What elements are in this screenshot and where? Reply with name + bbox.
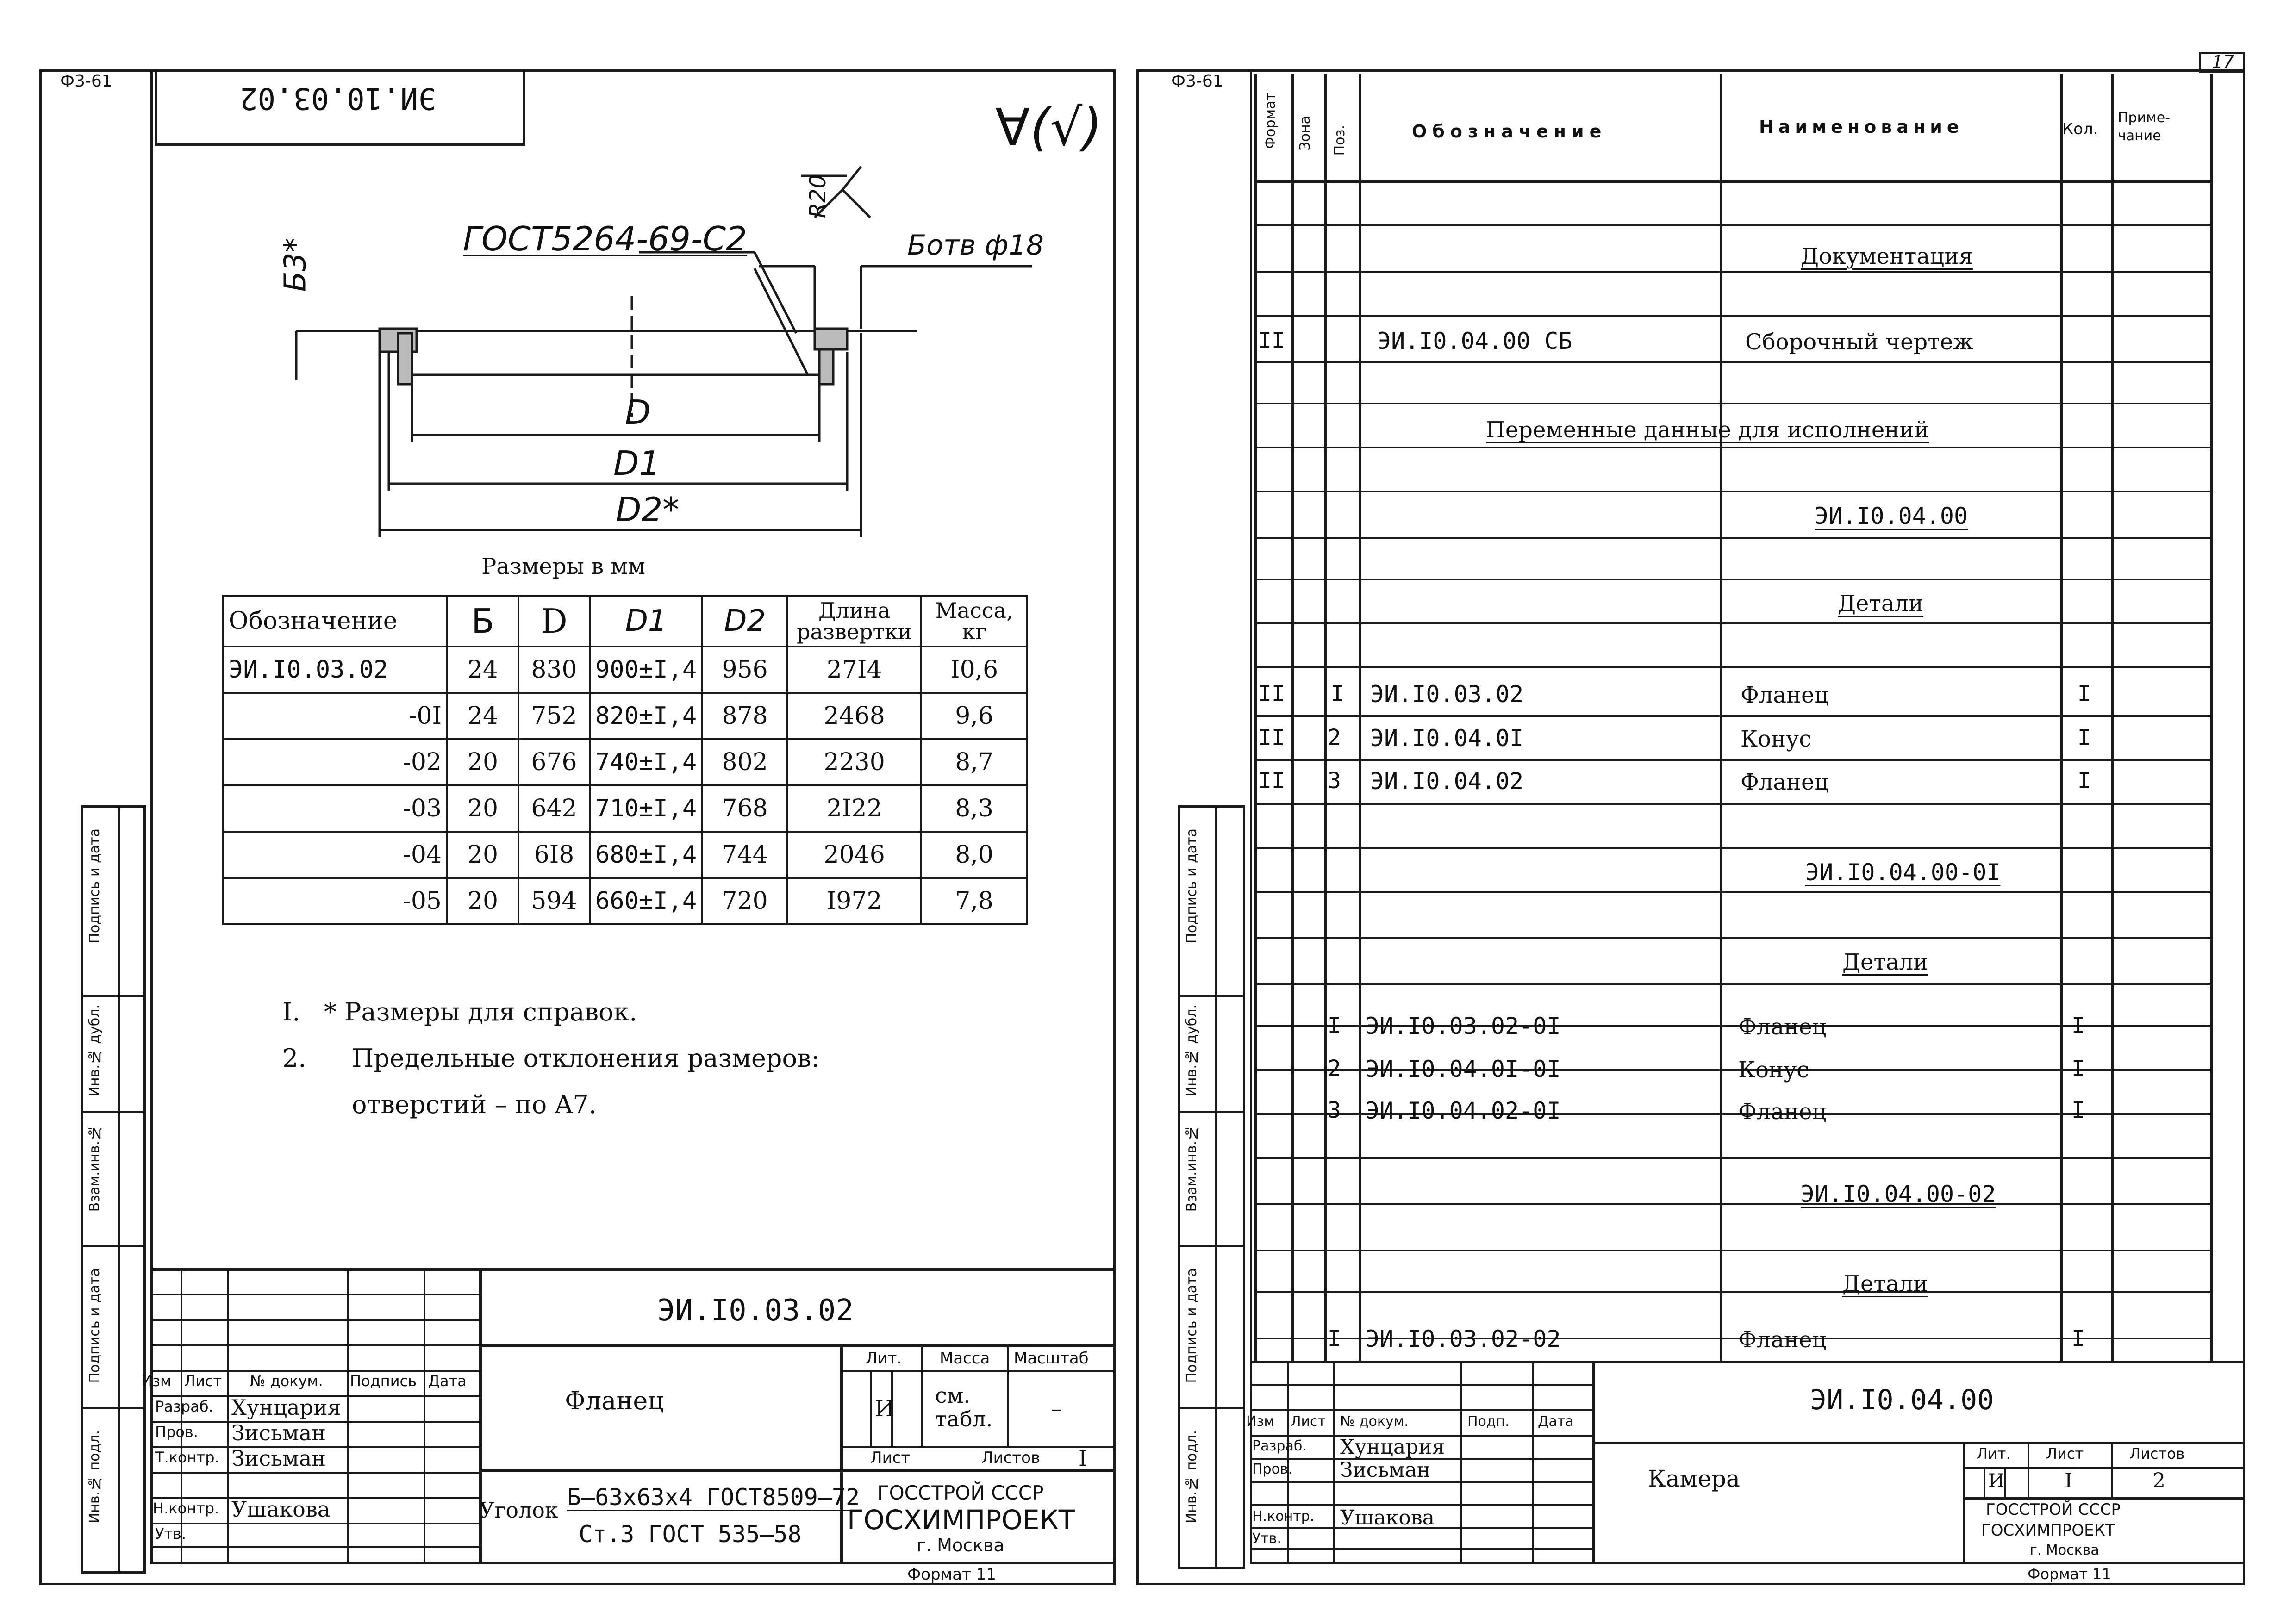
tb-line — [150, 1472, 479, 1474]
tb2-org-1: ГОССТРОЙ СССР — [1986, 1500, 2121, 1519]
name2-checker: Зисьман — [1340, 1458, 1431, 1482]
tb-line — [181, 1268, 182, 1564]
role-norm-control: Н.контр. — [153, 1500, 219, 1517]
cell-mass: 7,8 — [921, 878, 1027, 924]
stamp-dup-inv-r: Инв.№ дубл. — [1184, 1004, 1200, 1097]
tb-line — [150, 1370, 479, 1372]
tb-line — [1250, 1409, 1592, 1411]
tb-lit: И — [875, 1396, 894, 1422]
stamp-line — [1178, 1245, 1245, 1247]
spec-name: Конус — [1738, 1057, 1809, 1083]
cell-mass: 8,7 — [921, 739, 1027, 785]
spec-col-line — [1254, 74, 1257, 1363]
stamp-orig-inv: Инв.№ подл. — [87, 1430, 103, 1524]
tb-line — [1984, 1467, 1985, 1497]
cell-b: 20 — [447, 832, 518, 878]
cell-d: 6I8 — [518, 832, 590, 878]
tb2-lit: И — [1988, 1470, 2004, 1492]
cell-b: 20 — [447, 878, 518, 924]
spec-pos: I — [1328, 1013, 1341, 1039]
tb-line — [150, 1268, 1116, 1271]
spec-name: Фланец — [1738, 1014, 1827, 1040]
stamp-dup-inv: Инв.№ дубл. — [87, 1004, 103, 1097]
spec-head-zone: Зона — [1297, 116, 1313, 151]
label-b3: Б3* — [278, 237, 313, 292]
tb-line — [150, 1294, 479, 1295]
tb-scale-head: Масштаб — [1014, 1349, 1089, 1368]
spec-pos: 3 — [1328, 1097, 1341, 1123]
role2-approver: Утв. — [1252, 1531, 1281, 1547]
tb-line — [1592, 1442, 2245, 1444]
dims-caption: Размеры в мм — [481, 554, 645, 579]
spec-qty: I — [2078, 768, 2091, 794]
spec-heading-variable-data: Переменные данные для исполнений — [1486, 417, 1929, 443]
cell-d2: 768 — [702, 785, 787, 832]
tb-lit-head: Лит. — [866, 1349, 902, 1368]
cell-mass: I0,6 — [921, 647, 1027, 693]
cell-d2: 720 — [702, 878, 787, 924]
tb-sheets-label: Листов — [981, 1449, 1041, 1467]
spec-row-line — [1254, 622, 2210, 624]
spec-head-pos: Поз. — [1332, 125, 1348, 156]
spec-row-line — [1254, 937, 2210, 939]
tb-line — [150, 1523, 479, 1524]
cell-d2: 802 — [702, 739, 787, 785]
th-mass: Масса, кг — [921, 596, 1027, 647]
cell-d: 642 — [518, 785, 590, 832]
stamp-line — [1178, 1407, 1245, 1409]
tb-code: ЭИ.I0.03.02 — [657, 1294, 854, 1328]
spec-designation: ЭИ.I0.04.0I — [1370, 725, 1524, 752]
tb2-lit-head: Лит. — [1977, 1445, 2011, 1462]
spec-row-line — [1254, 315, 2210, 317]
stamp-sign-date-bottom: Подпись и дата — [87, 1268, 103, 1383]
stamp-orig-inv-r: Инв.№ подл. — [1184, 1430, 1200, 1524]
tb-line — [1250, 1384, 1592, 1386]
tb-mass-head: Масса — [940, 1349, 990, 1368]
tb2-name: Камера — [1648, 1465, 1740, 1492]
note-2: Предельные отклонения размеров: — [352, 1044, 820, 1073]
spec-col-line — [1292, 74, 1294, 1363]
spec-pos: 2 — [1328, 725, 1341, 751]
cell-length: 2230 — [787, 739, 921, 785]
cell-designation: -04 — [223, 832, 447, 878]
label-d2: D2* — [616, 490, 680, 529]
tb-format: Формат 11 — [907, 1565, 997, 1584]
stamp-sign-date-top: Подпись и дата — [87, 828, 103, 944]
tb2-head-date: Дата — [1538, 1413, 1574, 1430]
spec-col-line — [2060, 74, 2063, 1363]
tb-line — [2028, 1442, 2029, 1497]
tb-scale: – — [1051, 1396, 1062, 1422]
name-tech-control: Зисьман — [231, 1446, 326, 1471]
cell-length: 2468 — [787, 693, 921, 739]
cell-b: 20 — [447, 739, 518, 785]
tb-line — [2004, 1467, 2006, 1497]
cell-d1: 820±I,4 — [590, 693, 702, 739]
tb-line — [1250, 1361, 2245, 1363]
spec-qty: I — [2071, 1013, 2085, 1039]
role-developer: Разраб. — [155, 1398, 213, 1415]
spec-head-format: Формат — [1262, 93, 1279, 149]
note-1: * Размеры для справок. — [324, 997, 637, 1027]
tb2-head-list: Лист — [1291, 1413, 1326, 1430]
spec-name: Фланец — [1741, 682, 1829, 708]
table-row — [223, 785, 1027, 832]
tb-name: Фланец — [565, 1386, 664, 1415]
spec-row-line — [1254, 579, 2210, 580]
spec-qty: I — [2071, 1325, 2085, 1351]
spec-heading-details-3: Детали — [1842, 1271, 1928, 1297]
tb2-sheet: I — [2065, 1469, 2073, 1493]
cell-d2: 744 — [702, 832, 787, 878]
tb-line — [1250, 1548, 1592, 1550]
tb2-head-doc: № докум. — [1340, 1413, 1409, 1430]
spec-row-line — [1254, 803, 2210, 805]
spec-qty: I — [2071, 1097, 2085, 1123]
tb-org-2: ГОСХИМПРОЕКТ — [847, 1504, 1075, 1536]
th-d2: D2 — [702, 596, 787, 647]
tb-line — [150, 1344, 479, 1346]
table-row — [223, 739, 1027, 785]
roughness-mark: ∀(√) — [995, 98, 1103, 157]
cell-d: 594 — [518, 878, 590, 924]
spec-designation: ЭИ.I0.03.02-0I — [1366, 1013, 1561, 1039]
spec-format: II — [1258, 768, 1285, 794]
spec-row-line — [1254, 1157, 2210, 1159]
tb-line — [150, 1546, 479, 1548]
spec-format: II — [1258, 328, 1285, 354]
spec-row-line — [1254, 1250, 2210, 1251]
spec-row-line — [1254, 271, 2210, 273]
tb2-format: Формат 11 — [2028, 1565, 2111, 1583]
spec-designation: ЭИ.I0.04.02-0I — [1366, 1097, 1561, 1124]
spec-col-line — [1324, 74, 1327, 1363]
cell-d1: 900±I,4 — [590, 647, 702, 693]
tb-line — [1460, 1361, 1462, 1564]
cell-d: 830 — [518, 647, 590, 693]
tb2-sheets: 2 — [2152, 1469, 2165, 1493]
spec-name: Фланец — [1738, 1327, 1827, 1353]
tb-mass: см. табл. — [935, 1383, 993, 1431]
stamp-replace-inv: Взам.инв.№ — [87, 1125, 103, 1212]
role2-developer: Разраб. — [1252, 1438, 1307, 1454]
role-tech-control: Т.контр. — [155, 1449, 219, 1466]
spec-head-designation: Обозначение — [1412, 121, 1607, 142]
cell-d2: 956 — [702, 647, 787, 693]
cell-length: 27I4 — [787, 647, 921, 693]
role2-checker: Пров. — [1252, 1461, 1293, 1477]
role2-norm-control: Н.контр. — [1252, 1508, 1315, 1524]
cell-mass: 8,0 — [921, 832, 1027, 878]
stamp-replace-inv-r: Взам.инв.№ — [1184, 1125, 1200, 1212]
stamp-line — [81, 1245, 146, 1247]
spec-row-line — [1254, 361, 2210, 363]
spec-row-line — [1254, 847, 2210, 849]
table-row — [223, 693, 1027, 739]
stamp-sign-date-top-r: Подпись и дата — [1184, 828, 1200, 944]
tb-line — [840, 1446, 1116, 1448]
note-2b: отверстий – по A7. — [352, 1090, 597, 1119]
name-norm-control: Ушакова — [231, 1497, 331, 1522]
spec-row-line — [1254, 891, 2210, 893]
tb-line — [840, 1370, 1116, 1372]
tb-head-sign: Подпись — [350, 1372, 417, 1390]
tb2-code: ЭИ.I0.04.00 — [1810, 1384, 1994, 1416]
spec-col-line — [1720, 74, 1722, 1363]
spec-head-name: Наименование — [1759, 117, 1964, 137]
cell-d1: 660±I,4 — [590, 878, 702, 924]
tb2-city: г. Москва — [2030, 1542, 2099, 1558]
weld-label: ГОСТ5264-69-С2 — [463, 219, 747, 258]
tb-head-izm: Изм — [141, 1372, 172, 1390]
stamp-line — [81, 1407, 146, 1409]
spec-heading-variant-00: ЭИ.I0.04.00 — [1815, 503, 1968, 529]
spec-header-line — [1254, 180, 2210, 183]
tb-line — [227, 1268, 229, 1564]
spec-name: Фланец — [1738, 1099, 1827, 1125]
note-2-number: 2. — [282, 1044, 306, 1073]
tb-line — [479, 1344, 1116, 1347]
tb-line — [150, 1319, 479, 1321]
spec-head-note: Приме-чание — [2118, 110, 2171, 144]
spec-qty: I — [2078, 725, 2091, 751]
stamp-line — [81, 995, 146, 997]
cell-length: 2I22 — [787, 785, 921, 832]
th-d: D — [518, 596, 590, 647]
tb-material-1: Б–63х63х4 ГОСТ8509–72 — [567, 1484, 860, 1511]
role-approver: Утв. — [155, 1525, 187, 1543]
spec-col-line — [1359, 74, 1361, 1363]
cell-designation: -03 — [223, 785, 447, 832]
tb-line — [1963, 1442, 1965, 1564]
right-format-code: Ф3-61 — [1171, 72, 1223, 91]
spec-qty: I — [2071, 1056, 2085, 1082]
cell-d: 676 — [518, 739, 590, 785]
spec-name: Конус — [1741, 726, 1812, 752]
spec-row-line — [1254, 491, 2210, 492]
name2-norm-control: Ушакова — [1340, 1506, 1435, 1530]
stamp-line — [118, 805, 120, 1574]
stamp-line — [1215, 805, 1217, 1569]
tb-head-doc: № докум. — [250, 1372, 323, 1390]
tb-line — [870, 1370, 872, 1446]
tb-line — [1333, 1361, 1335, 1564]
cell-b: 20 — [447, 785, 518, 832]
tb-line — [2111, 1442, 2113, 1497]
spec-heading-details-1: Детали — [1838, 591, 1924, 616]
label-holes: Ботв ф18 — [907, 229, 1044, 261]
stamp-line — [1178, 995, 1245, 997]
label-d1: D1 — [613, 444, 661, 483]
cell-designation: -05 — [223, 878, 447, 924]
tb-material-label: Уголок — [479, 1498, 558, 1523]
tb2-head-izm: Изм — [1246, 1413, 1275, 1430]
tb-material-2: Ст.3 ГОСТ 535–58 — [579, 1521, 802, 1548]
spec-designation: ЭИ.I0.04.00 СБ — [1377, 328, 1572, 355]
top-code: ЭИ.10.03.02 — [240, 81, 436, 115]
cell-mass: 8,3 — [921, 785, 1027, 832]
name-developer: Хунцария — [231, 1395, 341, 1420]
spec-col-line — [2210, 74, 2213, 1363]
spec-row-line — [1254, 224, 2210, 226]
cell-designation: -0I — [223, 693, 447, 739]
tb2-sheets-head: Листов — [2129, 1445, 2185, 1462]
label-r20: R20 — [805, 174, 831, 218]
cell-b: 24 — [447, 647, 518, 693]
th-designation: Обозначение — [223, 596, 447, 647]
stamp-sign-date-bottom-r: Подпись и дата — [1184, 1268, 1200, 1383]
left-format-code: Ф3-61 — [60, 72, 112, 91]
cell-length: I972 — [787, 878, 921, 924]
page-number: 17 — [2212, 52, 2234, 72]
note-1-number: I. — [282, 997, 300, 1027]
cell-d: 752 — [518, 693, 590, 739]
stamp-line — [1178, 1111, 1245, 1113]
tb2-head-sign: Подп. — [1467, 1413, 1510, 1430]
tb-line — [479, 1469, 1116, 1472]
name-checker: Зисьман — [231, 1420, 326, 1445]
tb-line — [921, 1344, 923, 1446]
tb-sheets: I — [1079, 1446, 1087, 1471]
tb2-org-2: ГОСХИМПРОЕКТ — [1981, 1521, 2115, 1540]
spec-pos: I — [1328, 1325, 1341, 1351]
cell-d1: 710±I,4 — [590, 785, 702, 832]
spec-designation: ЭИ.I0.04.0I-0I — [1366, 1056, 1561, 1083]
spec-col-line — [2111, 74, 2114, 1363]
spec-row-line — [1254, 403, 2210, 404]
cell-length: 2046 — [787, 832, 921, 878]
spec-row-line — [1254, 537, 2210, 539]
tb-head-list: Лист — [184, 1372, 222, 1390]
name2-developer: Хунцария — [1340, 1435, 1445, 1459]
spec-pos: 2 — [1328, 1056, 1341, 1082]
label-d: D — [625, 393, 651, 432]
table-row — [223, 832, 1027, 878]
cell-designation: ЭИ.I0.03.02 — [223, 647, 447, 693]
cell-d2: 878 — [702, 693, 787, 739]
tb-line — [840, 1344, 843, 1564]
tb-line — [1532, 1361, 1534, 1564]
spec-heading-variant-01: ЭИ.I0.04.00-0I — [1805, 859, 2001, 886]
cell-mass: 9,6 — [921, 693, 1027, 739]
tb-line — [347, 1268, 349, 1564]
cell-b: 24 — [447, 693, 518, 739]
spec-format: II — [1258, 681, 1285, 707]
spec-row-line — [1254, 759, 2210, 761]
tb-line — [1592, 1361, 1595, 1564]
table-row — [223, 647, 1027, 693]
spec-designation: ЭИ.I0.03.02-02 — [1366, 1325, 1561, 1352]
spec-row-line — [1254, 1291, 2210, 1293]
spec-row-line — [1254, 447, 2210, 448]
tb-line — [1007, 1344, 1009, 1446]
spec-heading-details-2: Детали — [1842, 949, 1928, 975]
spec-row-line — [1254, 1203, 2210, 1205]
th-b: Б — [447, 596, 518, 647]
stamp-line — [81, 1111, 146, 1113]
spec-format: II — [1258, 725, 1285, 751]
tb-head-date: Дата — [428, 1372, 467, 1390]
th-d1: D1 — [590, 596, 702, 647]
spec-name: Фланец — [1741, 769, 1829, 795]
cell-d1: 740±I,4 — [590, 739, 702, 785]
spec-row-line — [1254, 715, 2210, 717]
spec-designation: ЭИ.I0.04.02 — [1370, 768, 1524, 795]
table-row — [223, 878, 1027, 924]
spec-row-line — [1254, 983, 2210, 985]
tb-org-1: ГОССТРОЙ СССР — [877, 1481, 1044, 1504]
spec-heading-variant-02: ЭИ.I0.04.00-02 — [1801, 1181, 1996, 1207]
tb2-sheet-head: Лист — [2046, 1445, 2084, 1462]
dimensions-table — [222, 595, 1028, 925]
role-checker: Пров. — [155, 1423, 198, 1441]
spec-heading-documentation: Документация — [1801, 243, 1973, 269]
spec-qty: I — [2078, 681, 2091, 707]
spec-pos: 3 — [1328, 768, 1341, 794]
cell-d1: 680±I,4 — [590, 832, 702, 878]
spec-name: Сборочный чертеж — [1745, 329, 1974, 355]
spec-row-line — [1254, 666, 2210, 668]
spec-pos: I — [1331, 681, 1344, 707]
spec-designation: ЭИ.I0.03.02 — [1370, 681, 1524, 708]
th-length: Длина развертки — [787, 596, 921, 647]
cell-designation: -02 — [223, 739, 447, 785]
tb-sheet-label: Лист — [870, 1449, 911, 1467]
spec-head-qty: Кол. — [2062, 120, 2098, 138]
tb-city: г. Москва — [917, 1535, 1004, 1556]
tb-line — [424, 1268, 425, 1564]
tb-line — [1963, 1497, 2245, 1500]
